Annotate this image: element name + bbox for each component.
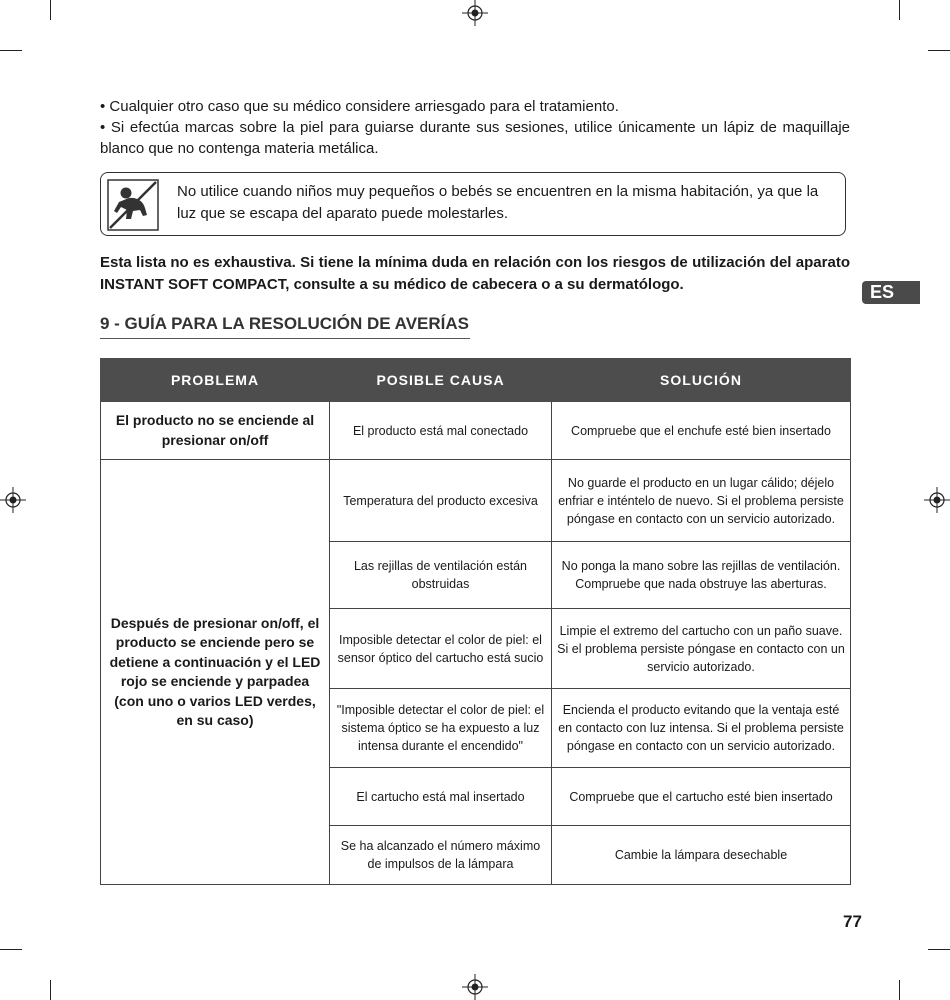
solution-cell: Compruebe que el enchufe esté bien insertado: [552, 402, 851, 460]
no-babies-icon: [107, 179, 159, 231]
crop-mark: [928, 949, 950, 950]
section-title: 9 - GUÍA PARA LA RESOLUCIÓN DE AVERÍAS: [100, 312, 470, 339]
table-row: [101, 460, 851, 542]
solution-cell: No guarde el producto en un lugar cálido; déjelo enfriar e inténtelo de nuevo. Si el problema persiste póngase en contacto con un servicio autorizado.: [552, 460, 851, 542]
registration-mark-icon: [462, 974, 488, 1000]
table-header-row: [101, 359, 851, 402]
solution-cell: Limpie el extremo del cartucho con un paño suave. Si el problema persiste póngase en contacto con un servicio autorizado.: [552, 609, 851, 689]
registration-mark-icon: [462, 0, 488, 26]
warning-text: No utilice cuando niños muy pequeños o bebés se encuentren en la misma habitación, ya que la luz que se escapa del aparato puede molestarles.: [177, 183, 819, 222]
cause-cell: "Imposible detectar el color de piel: el sistema óptico se ha expuesto a luz intensa durante el encendido": [330, 689, 552, 768]
column-header-solution: SOLUCIÓN: [552, 359, 851, 402]
solution-cell: Encienda el producto evitando que la ventaja esté en contacto con luz intensa. Si el problema persiste póngase en contacto con un servicio autorizado.: [552, 689, 851, 768]
bullet-item: • Cualquier otro caso que su médico considere arriesgado para el tratamiento.: [100, 98, 619, 115]
solution-cell: No ponga la mano sobre las rejillas de ventilación. Compruebe que nada obstruye las aberturas.: [552, 542, 851, 609]
bullet-list: [100, 96, 850, 159]
crop-mark: [928, 50, 950, 51]
cause-cell: El producto está mal conectado: [330, 402, 552, 460]
bullet-item: • Si efectúa marcas sobre la piel para guiarse durante sus sesiones, utilice únicamente un lápiz de maquillaje blanco que no contenga materia metálica.: [100, 119, 850, 157]
solution-cell: Cambie la lámpara desechable: [552, 826, 851, 885]
page-number: 77: [843, 912, 862, 931]
cause-cell: El cartucho está mal insertado: [330, 768, 552, 826]
cause-cell: Imposible detectar el color de piel: el sensor óptico del cartucho está sucio: [330, 609, 552, 689]
troubleshooting-table: [100, 358, 851, 885]
crop-mark: [899, 0, 900, 20]
crop-mark: [899, 980, 900, 1000]
registration-mark-icon: [924, 487, 950, 513]
solution-cell: Compruebe que el cartucho esté bien insertado: [552, 768, 851, 826]
cause-cell: Se ha alcanzado el número máximo de impulsos de la lámpara: [330, 826, 552, 885]
crop-mark: [50, 980, 51, 1000]
crop-mark: [0, 949, 22, 950]
problem-cell: El producto no se enciende al presionar on/off: [101, 402, 330, 460]
table-row: [101, 402, 851, 460]
warning-box: [100, 172, 846, 236]
disclaimer-note: Esta lista no es exhaustiva. Si tiene la mínima duda en relación con los riesgos de utilización del aparato INSTANT SOFT COMPACT, consulte a su médico de cabecera o a su dermatólogo.: [100, 254, 850, 293]
crop-mark: [50, 0, 51, 20]
registration-mark-icon: [0, 487, 26, 513]
cause-cell: Temperatura del producto excesiva: [330, 460, 552, 542]
crop-mark: [0, 50, 22, 51]
language-tab: ES: [862, 281, 920, 304]
cause-cell: Las rejillas de ventilación están obstruidas: [330, 542, 552, 609]
problem-cell: Después de presionar on/off, el producto se enciende pero se detiene a continuación y el LED rojo se enciende y parpadea (con uno o varios LED verdes, en su caso): [101, 460, 330, 885]
column-header-cause: POSIBLE CAUSA: [330, 359, 552, 402]
column-header-problem: PROBLEMA: [101, 359, 330, 402]
